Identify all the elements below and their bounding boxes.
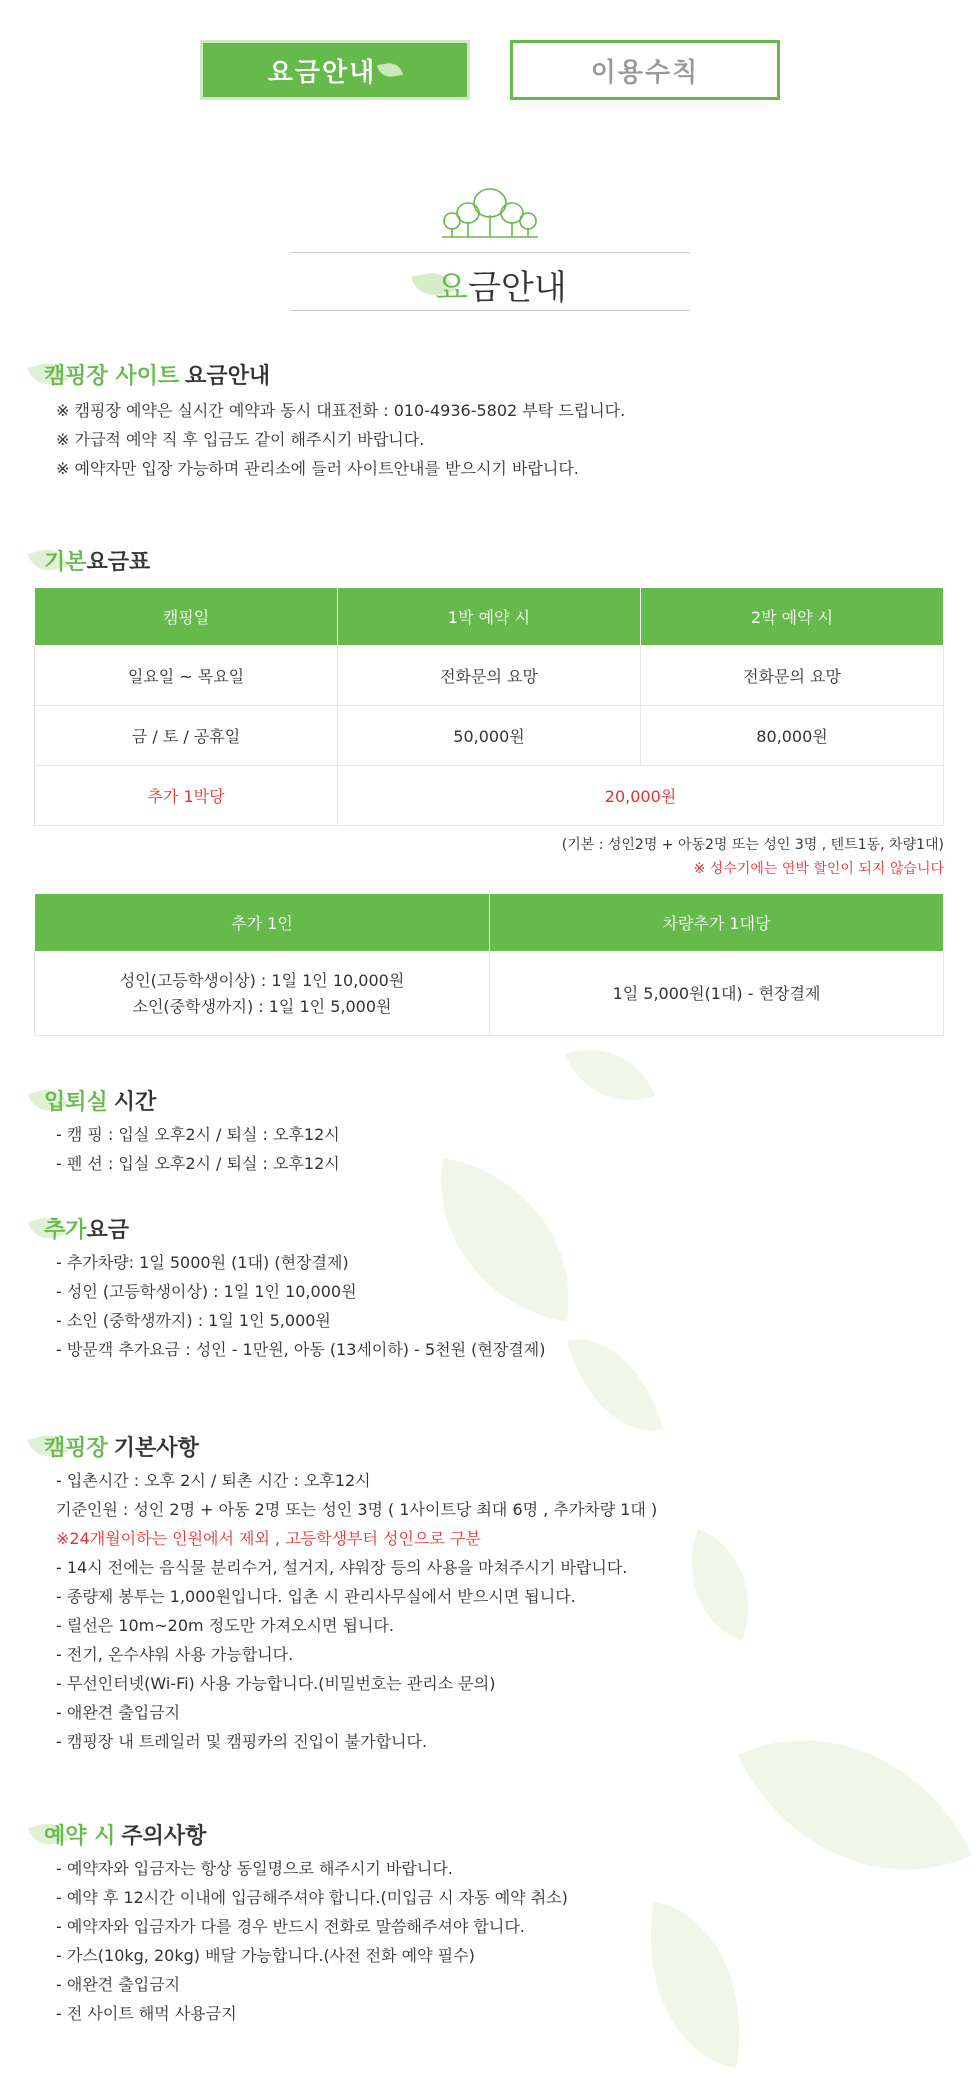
list-item: - 캠 핑 : 입실 오후2시 / 퇴실 : 오후12시 bbox=[56, 1125, 340, 1144]
note-line: ※ 캠핑장 예약은 실시간 예약과 동시 대표전화 : 010-4936-5802 부탁 드립니다. bbox=[56, 401, 626, 420]
list-item: - 추가차량: 1일 5000원 (1대) (현장결제) bbox=[56, 1253, 349, 1272]
decor-leaf-3 bbox=[567, 1323, 663, 1447]
table-cell: 추가 1박당 bbox=[35, 766, 338, 826]
list-item: - 14시 전에는 음식물 분리수거, 설거지, 샤워장 등의 사용을 마쳐주시기 바랍니다. bbox=[56, 1558, 628, 1577]
column-header: 차량추가 1대당 bbox=[490, 894, 944, 952]
table-header-row bbox=[35, 894, 944, 952]
decor-leaf-5 bbox=[738, 1683, 972, 1927]
heading-dark: 주의사항 bbox=[121, 1823, 207, 1849]
table-header-row bbox=[35, 588, 944, 646]
section-heading-rules bbox=[30, 1428, 199, 1464]
cell-line: 소인(중학생까지) : 1일 1인 5,000원 bbox=[132, 996, 392, 1016]
site-notes bbox=[56, 396, 625, 483]
list-item: - 무선인터넷(Wi-Fi) 사용 가능합니다.(비밀번호는 관리소 문의) bbox=[56, 1674, 496, 1693]
table-note: (기본 : 성인2명 + 아동2명 또는 성인 3명 , 텐트1동, 차량1대) bbox=[561, 837, 944, 853]
list-item: - 캠핑장 내 트레일러 및 캠핑카의 진입이 불가합니다. bbox=[56, 1732, 428, 1751]
table-row-extra bbox=[35, 766, 944, 826]
table-cell: 금 / 토 / 공휴일 bbox=[35, 706, 338, 766]
table-cell: 전화문의 요망 bbox=[641, 646, 944, 706]
decor-leaf-1 bbox=[565, 1030, 655, 1120]
heading-dark: 시간 bbox=[113, 1089, 157, 1115]
table-cell: 20,000원 bbox=[338, 766, 944, 826]
list-item: - 예약자와 입금자가 다를 경우 반드시 전화로 말씀해주셔야 합니다. bbox=[56, 1917, 525, 1936]
section-heading-caution bbox=[30, 1816, 206, 1852]
table-cell: 전화문의 요망 bbox=[338, 646, 641, 706]
heading-green: 예약 시 bbox=[44, 1823, 116, 1849]
list-item: - 애완견 출입금지 bbox=[56, 1703, 181, 1722]
extra-fee-list bbox=[56, 1248, 545, 1364]
table-cell: 일요일 ~ 목요일 bbox=[35, 646, 338, 706]
page-header bbox=[290, 180, 690, 315]
list-item: - 입촌시간 : 오후 2시 / 퇴촌 시간 : 오후12시 bbox=[56, 1471, 371, 1490]
tab-fee-info[interactable] bbox=[200, 40, 470, 100]
section-heading-extra-fee bbox=[30, 1210, 129, 1246]
list-item: - 소인 (중학생까지) : 1일 1인 5,000원 bbox=[56, 1311, 331, 1330]
section-heading-site bbox=[30, 356, 270, 392]
list-item: - 전 사이트 해먹 사용금지 bbox=[56, 2004, 237, 2023]
heading-green: 추가 bbox=[44, 1217, 87, 1243]
heading-green: 입퇴실 bbox=[44, 1089, 108, 1115]
table-row bbox=[35, 952, 944, 1036]
list-item: - 릴선은 10m~20m 정도만 가져오시면 됩니다. bbox=[56, 1616, 394, 1635]
page-title bbox=[290, 262, 690, 306]
table-cell: 50,000원 bbox=[338, 706, 641, 766]
page-title-first: 요 bbox=[435, 267, 469, 308]
basic-fee-table bbox=[34, 587, 944, 826]
column-header: 1박 예약 시 bbox=[338, 588, 641, 646]
table-row bbox=[35, 706, 944, 766]
header-divider-top bbox=[290, 252, 690, 253]
list-item: - 방문객 추가요금 : 성인 - 1만원, 아동 (13세이하) - 5천원 (현장결제) bbox=[56, 1340, 546, 1359]
header-divider-bottom bbox=[290, 310, 690, 311]
checkin-list bbox=[56, 1120, 340, 1178]
heading-green: 캠핑장 사이트 bbox=[44, 363, 180, 389]
heading-dark: 요금 bbox=[86, 1217, 130, 1243]
heading-dark: 기본사항 bbox=[113, 1435, 199, 1461]
list-item: - 성인 (고등학생이상) : 1일 1인 10,000원 bbox=[56, 1282, 357, 1301]
list-item: - 가스(10kg, 20kg) 배달 가능합니다.(사전 전화 예약 필수) bbox=[56, 1946, 475, 1965]
heading-dark: 요금표 bbox=[86, 549, 151, 575]
column-header: 캠핑일 bbox=[35, 588, 338, 646]
note-line: ※ 예약자만 입장 가능하며 관리소에 들러 사이트안내를 받으시기 바랍니다. bbox=[56, 459, 579, 478]
additional-fee-table bbox=[34, 893, 944, 1036]
list-item: - 펜 션 : 입실 오후2시 / 퇴실 : 오후12시 bbox=[56, 1154, 340, 1173]
note-line: ※ 가급적 예약 직 후 입금도 같이 해주시기 바랍니다. bbox=[56, 430, 425, 449]
column-header: 2박 예약 시 bbox=[641, 588, 944, 646]
heading-green: 기본 bbox=[44, 549, 87, 575]
decor-leaf-6 bbox=[628, 1902, 762, 2069]
leaf-icon bbox=[377, 61, 403, 79]
caution-list bbox=[56, 1854, 568, 2028]
tab-usage-rules-label: 이용수칙 bbox=[590, 57, 700, 88]
tab-usage-rules[interactable] bbox=[510, 40, 780, 100]
heading-green: 캠핑장 bbox=[44, 1435, 108, 1461]
list-item: - 예약 후 12시간 이내에 입금해주셔야 합니다.(미입금 시 자동 예약 취소) bbox=[56, 1888, 568, 1907]
list-item: - 예약자와 입금자는 항상 동일명으로 해주시기 바랍니다. bbox=[56, 1859, 453, 1878]
tab-bar bbox=[0, 40, 980, 100]
list-item: - 종량제 봉투는 1,000원입니다. 입촌 시 관리사무실에서 받으시면 됩니다. bbox=[56, 1587, 576, 1606]
list-item: - 전기, 온수샤워 사용 가능합니다. bbox=[56, 1645, 294, 1664]
table-cell: 1일 5,000원(1대) - 현장결제 bbox=[490, 952, 944, 1036]
list-item: - 애완견 출입금지 bbox=[56, 1975, 181, 1994]
list-item: 기준인원 : 성인 2명 + 아동 2명 또는 성인 3명 ( 1사이트당 최대 6명 , 추가차량 1대 ) bbox=[56, 1500, 658, 1519]
page-title-rest: 금안내 bbox=[468, 267, 567, 308]
heading-dark: 요금안내 bbox=[185, 363, 271, 389]
tab-fee-info-label: 요금안내 bbox=[267, 57, 377, 88]
table-note-red: ※ 성수기에는 연박 할인이 되지 않습니다 bbox=[693, 861, 944, 877]
trees-icon bbox=[440, 185, 540, 240]
cell-line: 성인(고등학생이상) : 1일 1인 10,000원 bbox=[119, 970, 405, 990]
column-header: 추가 1인 bbox=[35, 894, 490, 952]
section-heading-checkin bbox=[30, 1082, 156, 1118]
section-heading-basic bbox=[30, 542, 150, 578]
rules-list bbox=[56, 1466, 657, 1756]
table-cell bbox=[35, 952, 490, 1036]
table-cell: 80,000원 bbox=[641, 706, 944, 766]
table-row bbox=[35, 646, 944, 706]
list-item-red: ※24개월이하는 인원에서 제외 , 고등학생부터 성인으로 구분 bbox=[56, 1529, 481, 1548]
decor-leaf-4 bbox=[667, 1529, 773, 1641]
